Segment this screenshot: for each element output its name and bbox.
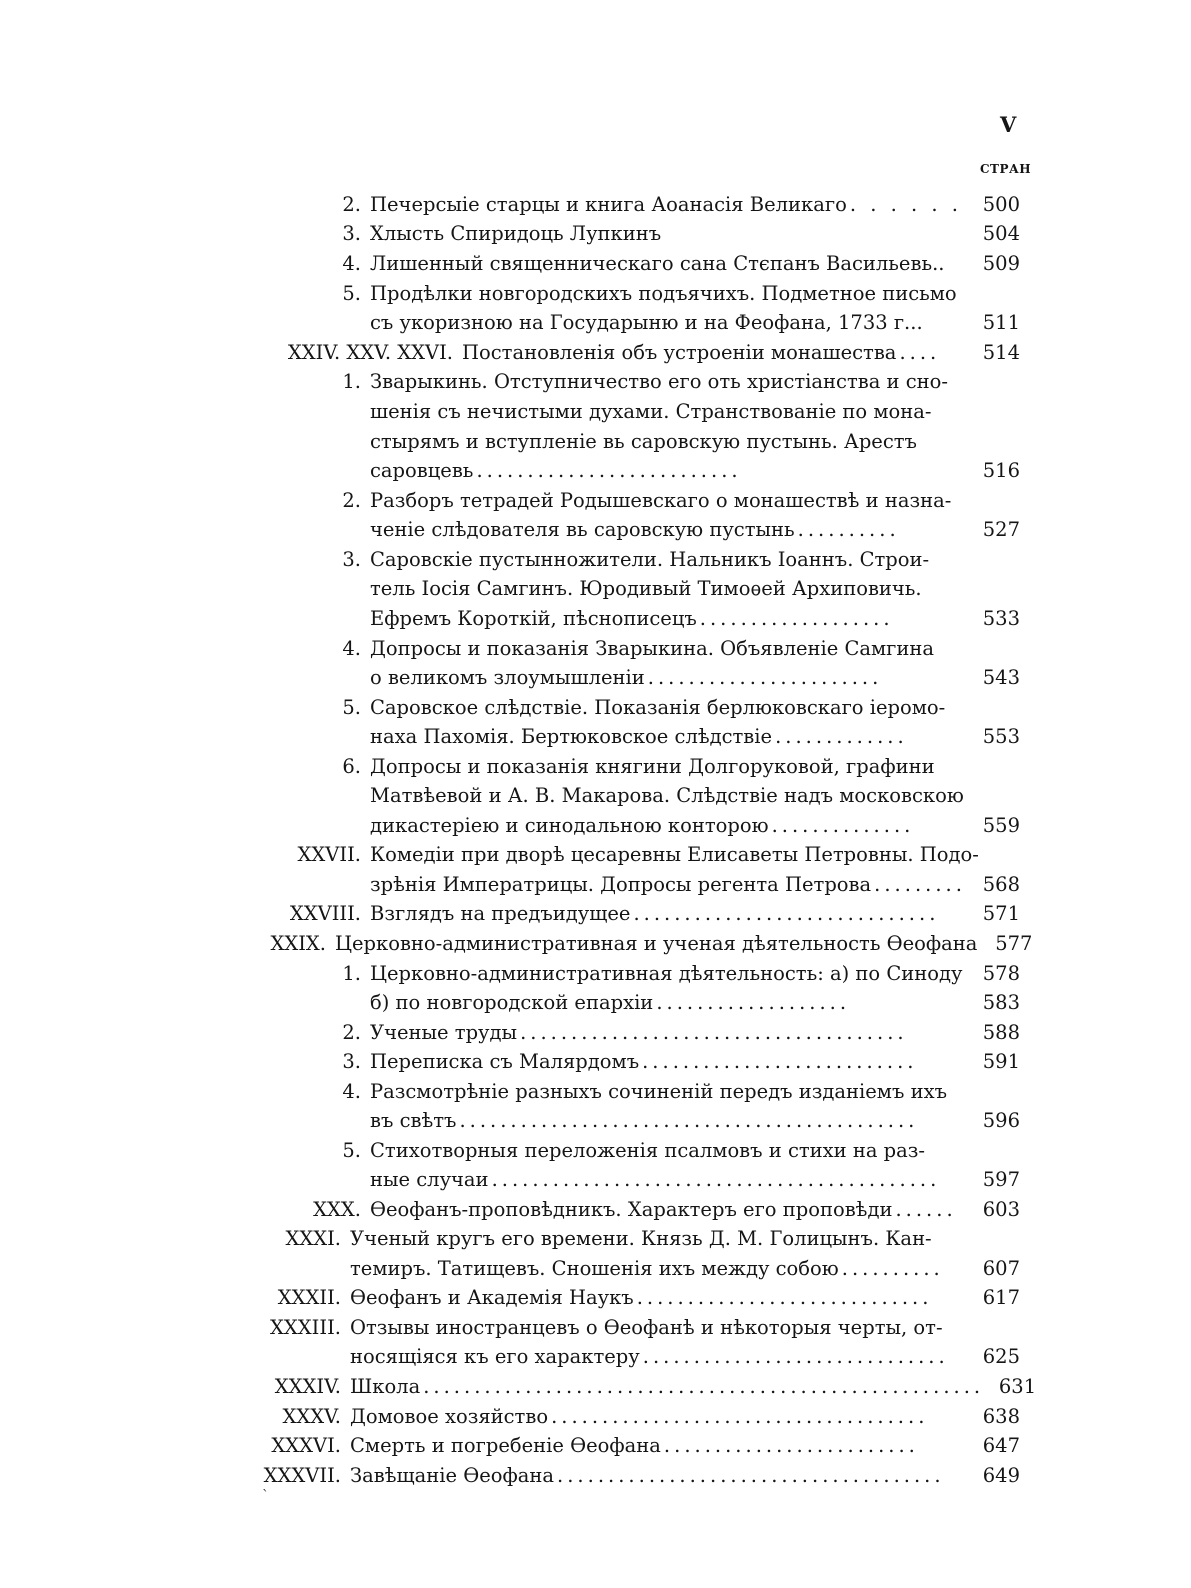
toc-entry	[225, 637, 1020, 667]
toc-entry	[225, 755, 1020, 785]
toc-entry-leader: ......................................	[520, 1021, 908, 1044]
toc-entry	[225, 1050, 1020, 1080]
toc-entry-page: 559	[982, 814, 1020, 837]
toc-entry	[225, 193, 1020, 223]
toc-entry-title: Продѣлки новгородскихъ подъячихъ. Подметное письмо	[370, 282, 957, 305]
toc-entry	[225, 1375, 1037, 1405]
toc-entry-leader: ............................................	[491, 1168, 941, 1191]
toc-entry-page: 638	[982, 1405, 1020, 1428]
toc-entry-page: 533	[982, 607, 1020, 630]
toc-entry-page: 509	[982, 252, 1020, 275]
toc-entry-title: Ученые труды	[370, 1021, 518, 1044]
toc-entry-title: темиръ. Татищевъ. Сношенія ихъ между собою	[350, 1257, 839, 1280]
toc-entry-page: 625	[982, 1345, 1020, 1368]
toc-entry-leader: ...................	[656, 991, 851, 1014]
toc-entry-page: 588	[982, 1021, 1020, 1044]
toc-entry	[225, 341, 1020, 371]
toc-entry	[225, 843, 1020, 873]
toc-entry-leader: ..........................	[476, 459, 742, 482]
toc-entry-title: Лишенный священническаго сана Стєпанъ Васильевь..	[370, 252, 945, 275]
toc-entry	[225, 430, 1020, 460]
toc-entry-leader: ....	[899, 341, 941, 364]
toc-entry	[225, 1139, 1020, 1169]
toc-entry-label: 4.	[342, 252, 361, 275]
toc-entry-leader: ...........................	[642, 1050, 918, 1073]
page-column-header: СТРАН	[980, 162, 1032, 176]
toc-entry	[225, 991, 1020, 1021]
toc-entry-page: 500	[982, 193, 1020, 216]
toc-entry-label: 3.	[342, 1050, 361, 1073]
toc-entry-leader: .............	[775, 725, 908, 748]
toc-entry-title: Стихотворныя переложенія псалмовъ и стихи на раз-	[370, 1139, 926, 1162]
toc-entry-label: 2.	[342, 489, 361, 512]
toc-entry-title: Разборъ тетрадей Родышевскаго о монашествѣ и назна-	[370, 489, 952, 512]
toc-entry-label: 3.	[342, 548, 361, 571]
toc-entry	[225, 1021, 1020, 1051]
toc-entry-page: 647	[982, 1434, 1020, 1457]
toc-entry-title: Взглядъ на предъидущее	[370, 902, 631, 925]
toc-entry-title: Школа	[350, 1375, 421, 1398]
toc-entry	[225, 370, 1020, 400]
toc-entry-page: 597	[982, 1168, 1020, 1191]
toc-entry	[225, 252, 1020, 282]
toc-entry-title: о великомъ злоумышленіи	[370, 666, 645, 689]
toc-entry-leader: . . . . . .	[849, 193, 962, 216]
toc-entry	[225, 1464, 1020, 1494]
toc-entry-leader: ..............	[771, 814, 915, 837]
toc-entry-page: 568	[982, 873, 1020, 896]
toc-entry-page: 603	[982, 1198, 1020, 1221]
toc-entry-title: въ свѣтъ	[370, 1109, 457, 1132]
toc-entry-title: Разсмотрѣніе разныхъ сочиненій передъ изданіемъ ихъ	[370, 1080, 947, 1103]
toc-entry-title: дикастеріею и синодальною конторою	[370, 814, 769, 837]
toc-entry-label: XXXVII.	[263, 1464, 341, 1487]
toc-entry-title: Допросы и показанія княгини Долгоруковой, графини	[370, 755, 935, 778]
toc-entry-title: Саровское слѣдствіе. Показанія берлюковскаго іеромо-	[370, 696, 946, 719]
toc-entry	[225, 873, 1020, 903]
toc-entry-page: 571	[982, 902, 1020, 925]
toc-entry-leader: .....................................	[551, 1405, 929, 1428]
toc-entry	[225, 1168, 1020, 1198]
toc-entry-page: 578	[982, 962, 1020, 985]
toc-entry-title: б) по новгородской епархіи	[370, 991, 654, 1014]
toc-entry	[225, 1227, 1020, 1257]
toc-entry-page: 514	[982, 341, 1020, 364]
scan-mark: `	[262, 1488, 269, 1504]
toc-entry	[225, 577, 1020, 607]
toc-entry-leader: .......................................................	[423, 1375, 985, 1398]
toc-entry-leader: .........................	[663, 1434, 919, 1457]
toc-entry-title: Завѣщаніе Ѳеофана	[350, 1464, 555, 1487]
toc-entry-title: съ укоризною на Государыню и на Феофана, 1733 г...	[370, 311, 923, 334]
toc-entry	[225, 1257, 1020, 1287]
toc-entry-leader: ..............................	[642, 1345, 949, 1368]
toc-entry	[225, 784, 1020, 814]
toc-entry-leader: ......	[895, 1198, 957, 1221]
toc-entry-page: 504	[982, 222, 1020, 245]
toc-entry-title: Печерсыіе старцы и книга Аоанасія Великаго	[370, 193, 847, 216]
toc-entry-title: Переписка съ Малярдомъ	[370, 1050, 640, 1073]
toc-entry	[225, 548, 1020, 578]
toc-entry-leader: ......................................	[557, 1464, 945, 1487]
toc-entry-label: 2.	[342, 1021, 361, 1044]
toc-entry-label: XXXV.	[282, 1405, 341, 1428]
toc-entry-title: Церковно-административная и ученая дѣятельность Ѳеофана	[335, 932, 978, 955]
toc-entry	[225, 666, 1020, 696]
toc-entry-title: Допросы и показанія Зварыкина. Объявленіе Самгина	[370, 637, 935, 660]
toc-entry-title: Церковно-административная дѣятельность: а) по Синоду	[370, 962, 963, 985]
toc-entry-title: тель Іосія Самгинъ. Юродивый Тимоѳей Архиповичь.	[370, 577, 922, 600]
toc-entry-title: Отзывы иностранцевъ о Ѳеофанѣ и нѣкоторыя черты, от-	[350, 1316, 943, 1339]
toc-entry	[225, 1109, 1020, 1139]
toc-entry-page: 591	[982, 1050, 1020, 1073]
toc-entry-label: XXXIII.	[270, 1316, 341, 1339]
toc-entry-page: 543	[982, 666, 1020, 689]
toc-entry-label: 5.	[342, 282, 361, 305]
toc-entry	[225, 282, 1020, 312]
toc-entry	[225, 1345, 1020, 1375]
toc-entry-leader: .........	[874, 873, 966, 896]
toc-entry-label: 2.	[342, 193, 361, 216]
toc-entry-page: 607	[982, 1257, 1020, 1280]
toc-entry-title: наха Пахомія. Бертюковское слѣдствіе	[370, 725, 773, 748]
toc-entry-leader: .............................	[636, 1286, 933, 1309]
toc-entry	[225, 459, 1020, 489]
toc-entry	[225, 725, 1020, 755]
toc-entry	[225, 696, 1020, 726]
toc-entry-label: 1.	[342, 370, 361, 393]
toc-entry	[225, 1080, 1020, 1110]
toc-entry-title: зрѣнія Императрицы. Допросы регента Петрова	[370, 873, 872, 896]
toc-entry-label: 4.	[342, 637, 361, 660]
toc-entry	[225, 1316, 1020, 1346]
toc-entry-title: саровцевь	[370, 459, 474, 482]
toc-entry-leader: ..............................	[633, 902, 940, 925]
toc-entry-page: 527	[982, 518, 1020, 541]
toc-entry-label: 3.	[342, 222, 361, 245]
toc-entry-title: Ѳеофанъ-проповѣдникъ. Характеръ его проповѣди	[370, 1198, 893, 1221]
toc-entry-label: 5.	[342, 1139, 361, 1162]
toc-entry	[225, 607, 1020, 637]
toc-entry-leader: .............................................	[459, 1109, 919, 1132]
toc-entry-page: 577	[995, 932, 1033, 955]
toc-entry	[225, 962, 1020, 992]
toc-entry-label: XXX.	[313, 1198, 361, 1221]
toc-entry-leader: ...................	[699, 607, 894, 630]
toc-entry-title: Смерть и погребеніе Ѳеофана	[350, 1434, 661, 1457]
toc-entry-label: XXXIV.	[274, 1375, 341, 1398]
toc-entry-leader: ..........	[797, 518, 900, 541]
toc-entry-title: шенія съ нечистыми духами. Странствованіе по мона-	[370, 400, 932, 423]
toc-entry-page: 649	[982, 1464, 1020, 1487]
toc-entry-label: XXXI.	[285, 1227, 341, 1250]
toc-entry-label: XXXVI.	[271, 1434, 341, 1457]
toc-entry-page: 596	[982, 1109, 1020, 1132]
toc-entry	[225, 1286, 1020, 1316]
page-number: V	[1000, 112, 1017, 137]
toc-entry-page: 631	[998, 1375, 1037, 1398]
toc-entry-title: Домовое хозяйство	[350, 1405, 549, 1428]
toc-entry-label: XXVII.	[297, 843, 361, 866]
toc-entry-page: 511	[982, 311, 1020, 334]
toc-entry-page: 583	[982, 991, 1020, 1014]
toc-entry	[225, 902, 1020, 932]
toc-entry-title: Зварыкинь. Отступничество его оть христіанства и сно-	[370, 370, 948, 393]
toc-entry-label: XXVIII.	[289, 902, 361, 925]
toc-entry-title: носящіяся къ его характеру	[350, 1345, 640, 1368]
toc-entry-title: Ѳеофанъ и Академія Наукъ	[350, 1286, 634, 1309]
toc-entry-label: 4.	[342, 1080, 361, 1103]
toc-entry-title: Саровскіе пустынножители. Нальникъ Іоаннъ. Строи-	[370, 548, 930, 571]
toc-entry-title: Комедіи при дворѣ цесаревны Елисаветы Петровны. Подо-	[370, 843, 979, 866]
toc-entry	[225, 1198, 1020, 1228]
toc-entry	[225, 1405, 1020, 1435]
toc-entry-leader: .......................	[647, 666, 883, 689]
toc-entry-page: 617	[982, 1286, 1020, 1309]
toc-entry	[225, 814, 1020, 844]
toc-entry-title: стырямъ и вступленіе вь саровскую пустынь. Арестъ	[370, 430, 917, 453]
toc-entry-title: Постановленія объ устроеніи монашества	[462, 341, 897, 364]
toc-entry-label: 6.	[342, 755, 361, 778]
toc-entry	[225, 1434, 1020, 1464]
toc-entry-title: Матвѣевой и А. В. Макарова. Слѣдствіе надъ московскою	[370, 784, 964, 807]
toc-entry-label: XXXII.	[277, 1286, 341, 1309]
toc-entry-title: Хлысть Спиридоць Лупкинъ	[370, 222, 662, 245]
toc-entry	[225, 222, 1020, 252]
toc-entry-leader: ..........	[841, 1257, 944, 1280]
toc-entry-page: 516	[982, 459, 1020, 482]
toc-entry-title: Ефремъ Короткій, пѣснописецъ	[370, 607, 697, 630]
toc-entry-label: XXIV. XXV. XXVI.	[287, 341, 453, 364]
toc-entry-title: ные случаи	[370, 1168, 489, 1191]
toc-entry	[225, 311, 1020, 341]
toc-entry-title: Ученый кругъ его времени. Князь Д. М. Голицынъ. Кан-	[350, 1227, 932, 1250]
toc-entry-title: ченіе слѣдователя вь саровскую пустынь	[370, 518, 795, 541]
toc-entry	[225, 518, 1020, 548]
toc-entry	[225, 932, 1033, 962]
toc-entry-page: 553	[982, 725, 1020, 748]
toc-entry-label: 5.	[342, 696, 361, 719]
toc-entry-label: XXIX.	[270, 932, 326, 955]
toc-entry	[225, 400, 1020, 430]
toc-entry-label: 1.	[342, 962, 361, 985]
toc-entry	[225, 489, 1020, 519]
